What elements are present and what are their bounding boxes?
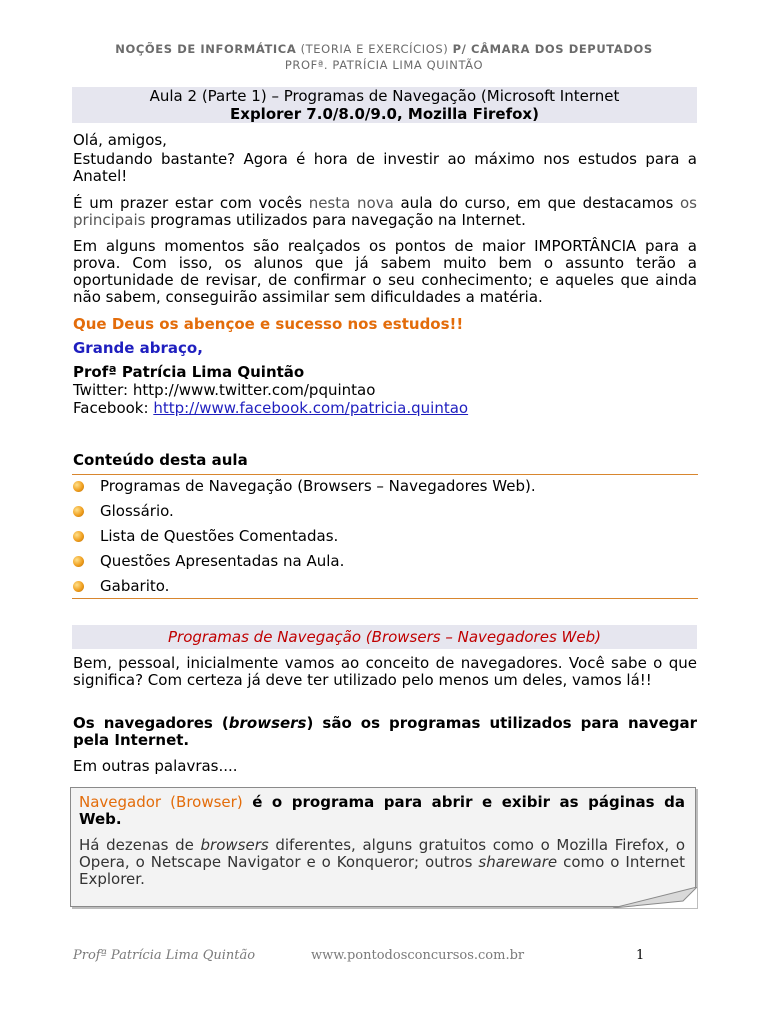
section-p2-italic: browsers [228,714,307,732]
section-heading: Programas de Navegação (Browsers – Navegadores Web) [72,625,697,649]
facebook-line [73,400,697,417]
lesson-title-line1: Aula 2 (Parte 1) – Programas de Navegação (Microsoft Internet [149,87,620,105]
contents-heading: Conteúdo desta aula [73,451,248,469]
intro-p2-text-d: os principais [73,194,697,229]
footer-site: www.pontodosconcursos.com.br [311,948,525,963]
page-curl-icon [613,887,697,908]
intro-paragraph-1: Estudando bastante? Agora é hora de investir ao máximo nos estudos para a Anatel! [73,150,697,185]
header-course-target: P/ CÂMARA DOS DEPUTADOS [452,42,653,56]
intro-paragraph-2 [73,195,697,229]
twitter-line: Twitter: http://www.twitter.com/pquintao [73,381,376,399]
intro-p2-text-c: aula do curso, em que destacamos [393,194,680,212]
contents-rule-bottom [72,598,698,599]
intro-paragraph-3: Em alguns momentos são realçados os pontos de maior IMPORTÂNCIA para a prova. Com isso, os alunos que já sabem muito bem o assunto terão a oportunidade de revisar, de confirmar o seu conhecimento; e aqueles que ainda não sabem, conseguirão assimilar sem dificuldades a matéria. [73,237,697,306]
footer-author: Profª Patrícia Lima Quintão [73,948,256,963]
section-paragraph-1: Bem, pessoal, inicialmente vamos ao conceito de navegadores. Você sabe o que significa? Com certeza já deve ter utilizado pelo menos um deles, vamos lá!! [73,654,697,689]
definition-body-b: diferentes, alguns gratuitos como o Mozilla Firefox, o Opera, o Netscape Navigator e o Konqueror; outros [79,836,685,871]
running-header-line1 [0,42,768,56]
lesson-title-line2: Explorer 7.0/8.0/9.0, Mozilla Firefox) [230,105,539,123]
contents-rule-top [72,474,698,475]
facebook-link[interactable]: http://www.facebook.com/patricia.quintao [153,399,469,417]
contents-item-label: Lista de Questões Comentadas. [100,527,339,545]
footer-page-number: 1 [636,948,645,963]
definition-text: é o programa para abrir e exibir as páginas da Web. [79,793,685,828]
definition-body [79,837,685,888]
intro-p2-text-b: nesta nova [308,194,394,212]
intro-p2-text-e: programas utilizados para navegação na Internet. [145,211,526,229]
bullet-icon [73,531,84,542]
section-p2-text-a: Os navegadores ( [73,714,229,732]
greeting: Olá, amigos, [73,131,167,149]
intro-p2-text-a: É um prazer estar com vocês [73,194,309,212]
header-course-type: (TEORIA E EXERCÍCIOS) [300,42,449,56]
contents-item-label: Gabarito. [100,577,170,595]
farewell-line: Grande abraço, [73,339,203,357]
bullet-icon [73,581,84,592]
blessing-line: Que Deus os abençoe e sucesso nos estudos!! [73,315,464,333]
definition-body-c: como o Internet Explorer. [79,853,685,888]
lesson-title [72,87,697,123]
definition-body-italic2: shareware [478,853,558,871]
header-course-name: NOÇÕES DE INFORMÁTICA [115,42,297,56]
running-header-line2: PROFª. PATRÍCIA LIMA QUINTÃO [284,58,484,72]
contents-item-label: Programas de Navegação (Browsers – Navegadores Web). [100,477,536,495]
bullet-icon [73,556,84,567]
definition-title [79,794,685,828]
definition-body-a: Há dezenas de [79,836,201,854]
section-paragraph-2 [73,715,697,749]
contents-item-label: Questões Apresentadas na Aula. [100,552,345,570]
bullet-icon [73,481,84,492]
contents-item-label: Glossário. [100,502,174,520]
definition-term: Navegador (Browser) [79,793,243,811]
section-p2-text-b: ) são os programas utilizados para navegar pela Internet. [73,714,698,749]
section-paragraph-3: Em outras palavras.... [73,757,238,775]
facebook-label: Facebook: [73,399,154,417]
bullet-icon [73,506,84,517]
signature: Profª Patrícia Lima Quintão [73,363,305,381]
definition-body-italic1: browsers [200,836,269,854]
